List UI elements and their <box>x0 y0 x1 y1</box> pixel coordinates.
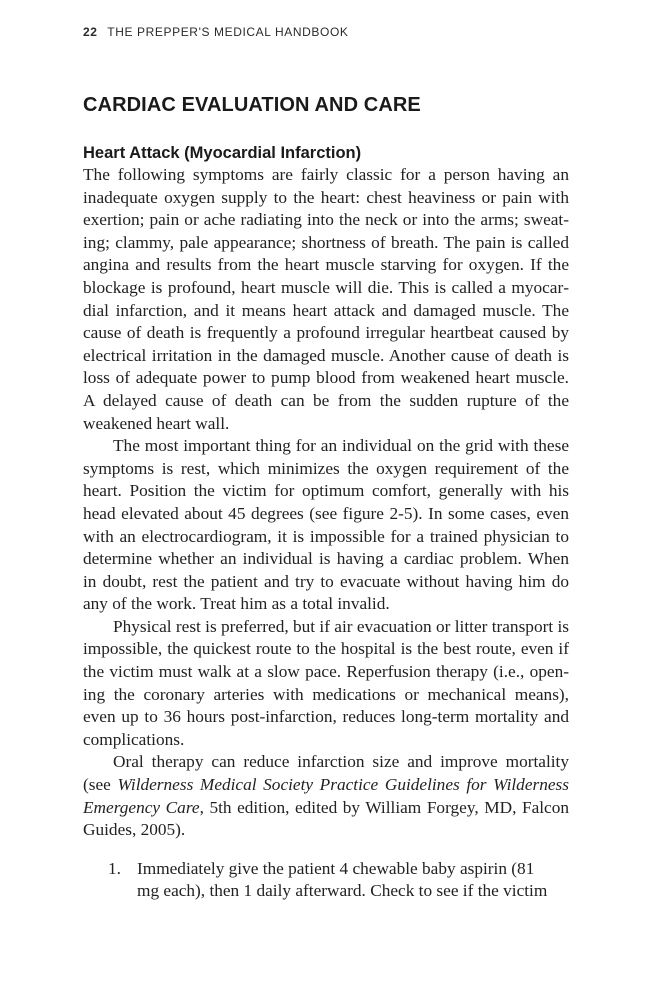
list-item-text: Immediately give the patient 4 chewable baby aspirin (81 mg each), then 1 daily afterward. Check to see if the victim <box>137 858 548 901</box>
list-item-number: 1. <box>108 858 121 878</box>
list-item <box>83 858 569 903</box>
oral-therapy-lead: Oral therapy can reduce infarction size and improve mortality (see <box>83 752 569 795</box>
guidelines-title: Wilderness Medical Society Practice Guidelines for Wilderness Emergency Care <box>83 775 569 817</box>
section-title: CARDIAC EVALUATION AND CARE <box>83 94 421 116</box>
paragraph-physical-rest: Physical rest is preferred, but if air evacuation or litter transport is impossible, the quickest route to the hospital is the best route, even if the victim must walk at a slow pace. Reperfusion therapy (i.e., opening the coronary arteries with medications or mechanical means), even up to 36 hours post-infarction, reduces long-term mortality and complications. <box>83 616 569 749</box>
running-head <box>83 25 349 39</box>
oral-therapy-tail: , 5th edition, edited by William Forgey, MD, Falcon Guides, 2005). <box>83 797 569 840</box>
book-title: THE PREPPER'S MEDICAL HANDBOOK <box>107 25 349 39</box>
paragraph-symptoms: The following symptoms are fairly classic for a person having an inadequate oxygen supply to the heart: chest heaviness or pain with exertion; pain or ache radiating into the neck or into the arms; sweating; clammy, pale appearance; shortness of breath. The pain is called angina and results from the heart muscle starving for oxygen. If the blockage is profound, heart muscle will die. This is called a myocardial infarction, and it means heart attack and damaged muscle. The cause of death is frequently a profound irregular heartbeat caused by electrical irritation in the damaged muscle. Another cause of death is loss of adequate power to pump blood from weakened heart muscle. A delayed cause of death can be from the sudden rupture of the weakened heart wall. <box>83 165 569 433</box>
subsection-title: Heart Attack (Myocardial Infarction) <box>83 144 362 162</box>
paragraph-rest: The most important thing for an individual on the grid with these symptoms is rest, which minimizes the oxygen requirement of the heart. Position the victim for optimum comfort, generally with his head elevated about 45 degrees (see figure 2-5). In some cases, even with an electrocardiogram, it is impossible for a trained physician to determine whether an individual is having a cardiac problem. When in doubt, rest the patient and try to evacuate without having him do any of the work. Treat him as a total invalid. <box>83 436 569 614</box>
body-text <box>83 164 569 903</box>
numbered-list <box>83 858 569 903</box>
page-number: 22 <box>83 25 98 39</box>
paragraph-oral-therapy <box>83 751 569 841</box>
